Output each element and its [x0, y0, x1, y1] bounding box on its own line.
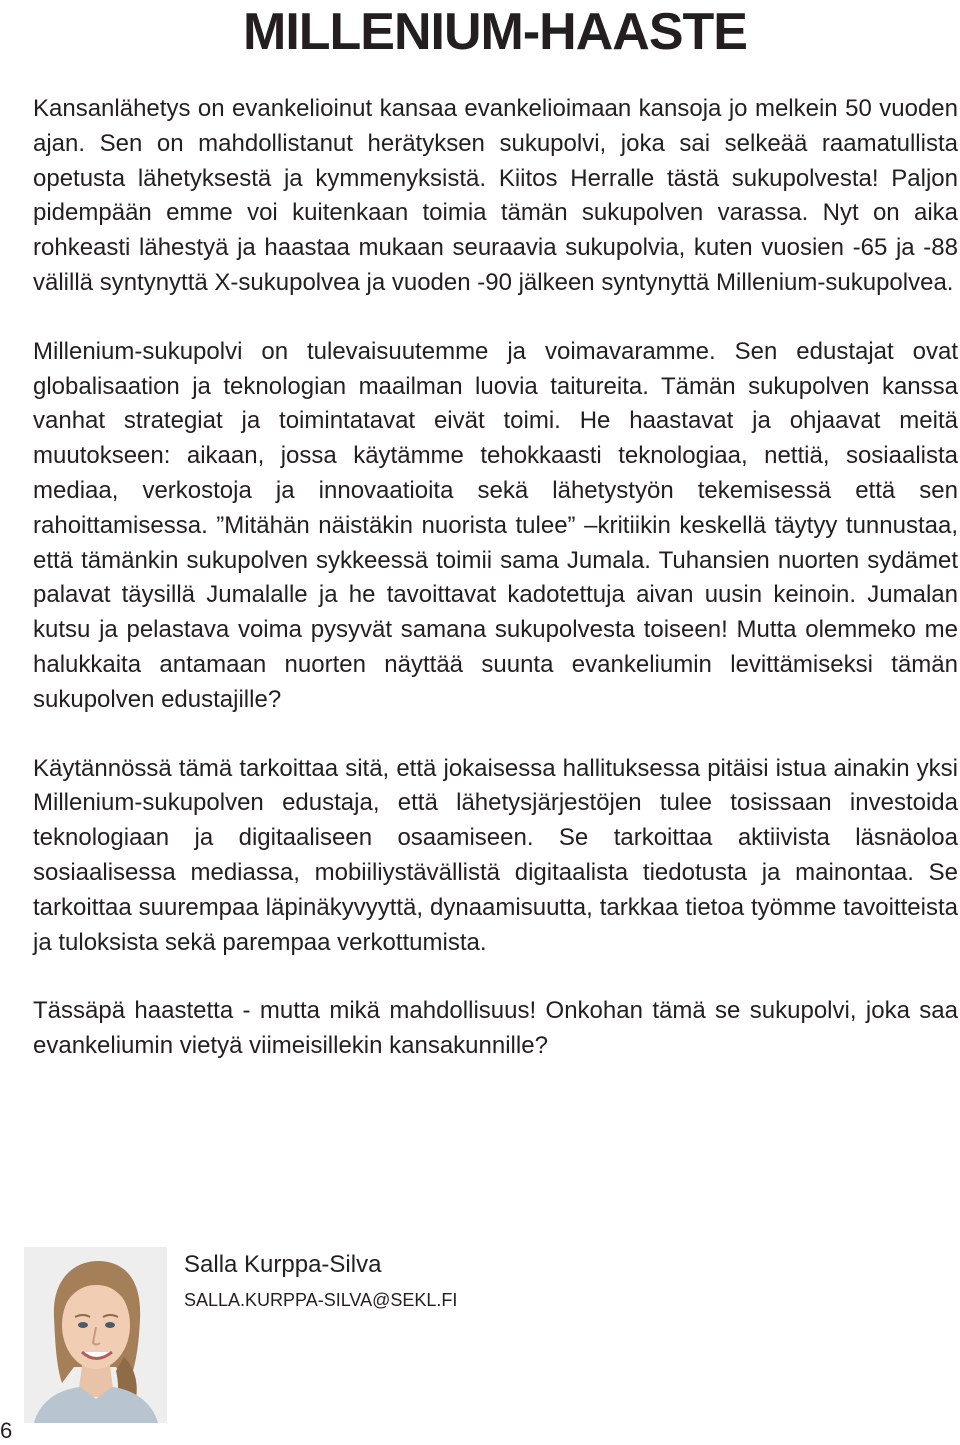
article-paragraph: Käytännössä tämä tarkoittaa sitä, että jokaisessa hallituksessa pitäisi istua ainakin yksi Millenium-sukupolven edustaja, että lähetysjärjestöjen tulee tosissaan investoida teknologiaan ja digitaaliseen osaamiseen. Se tarkoittaa aktiivista läsnäoloa sosiaalisessa mediassa, mobiiliystävällistä digitaalista tiedotusta ja mainontaa. Se tarkoittaa suurempaa läpinäkyvyyttä, dynaamisuutta, tarkkaa tietoa työmme tavoitteista ja tuloksista sekä parempaa verkottumista.: [33, 754, 958, 956]
author-email: SALLA.KURPPA-SILVA@SEKL.FI: [184, 1290, 458, 1310]
page-number: 6: [0, 1418, 13, 1443]
author-name: Salla Kurppa-Silva: [184, 1251, 382, 1278]
author-block: [24, 1247, 924, 1427]
article-body: [33, 92, 958, 1064]
article-paragraph: Tässäpä haastetta - mutta mikä mahdollisuus! Onkohan tämä se sukupolvi, joka saa evankeliumin vietyä viimeisillekin kansakunnille?: [33, 997, 958, 1060]
author-photo: [24, 1247, 167, 1423]
page-title: MILLENIUM-HAASTE: [243, 3, 747, 61]
article-paragraph: Millenium-sukupolvi on tulevaisuutemme ja voimavaramme. Sen edustajat ovat globalisaation ja teknologian maailman luovia taitureita. Tämän sukupolven kanssa vanhat strategiat ja toimintatavat eivät toimi. He haastavat ja ohjaavat meitä muutokseen: aikaan, jossa käytämme tehokkaasti teknologiaa, nettiä, sosiaalista mediaa, verkostoja ja innovaatioita sekä lähetystyön tekemisessä että sen rahoittamisessa. ”Mitähän näistäkin nuorista tulee” –kritiikin keskellä täytyy tunnustaa, että tämänkin sukupolven sykkeessä toimii sama Jumala. Tuhansien nuorten sydämet palavat täysillä Jumalalle ja he tavoittavat kadotettuja aivan uusin keinoin. Jumalan kutsu ja pelastava voima pysyvät samana sukupolvesta toiseen! Mutta olemmeko me halukkaita antamaan nuorten näyttää suunta evankeliumin levittämiseksi tämän sukupolven edustajille?: [33, 337, 958, 713]
article-paragraph: Kansanlähetys on evankelioinut kansaa evankelioimaan kansoja jo melkein 50 vuoden ajan. Sen on mahdollistanut herätyksen sukupolvi, joka sai selkeää raamatullista opetusta lähetyksestä ja kymmenyksistä. Kiitos Herralle tästä sukupolvesta! Paljon pidempään emme voi kuitenkaan toimia tämän sukupolven varassa. Nyt on aika rohkeasti lähestyä ja haastaa mukaan seuraavia sukupolvia, kuten vuosien -65 ja -88 välillä syntynyttä X-sukupolvea ja vuoden -90 jälkeen syntynyttä Millenium-sukupolvea.: [33, 95, 958, 296]
